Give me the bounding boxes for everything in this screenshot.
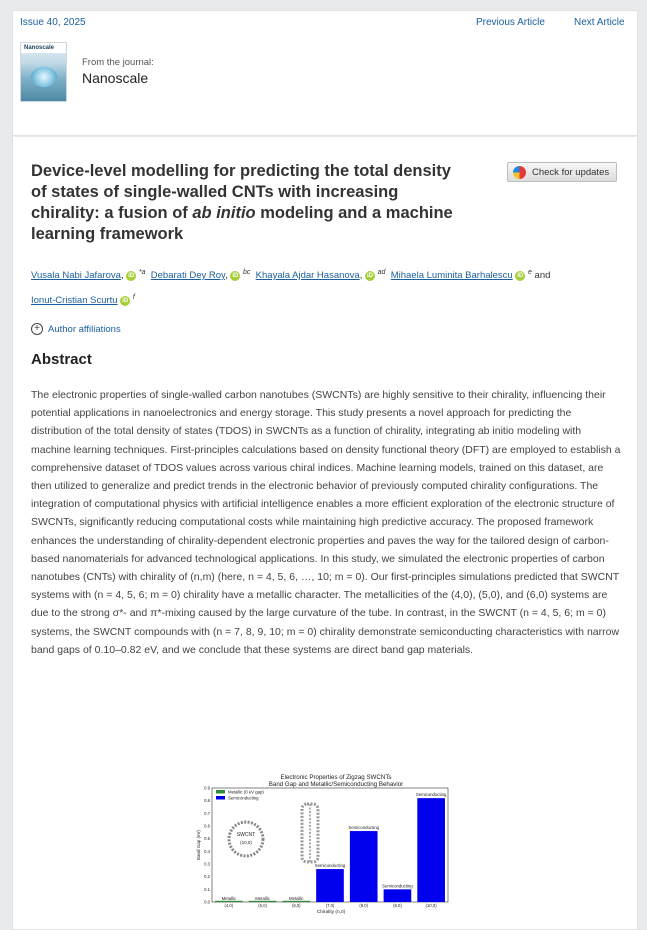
author-affiliation-sup: e (527, 269, 532, 276)
plus-circle-icon: + (31, 323, 43, 335)
inset-label: SWCNT (236, 832, 256, 838)
y-axis-label: Band Gap (eV) (196, 829, 201, 861)
title-part-1: Device-level modelling for predicting the total density of states of single-walled CNTs with increasing chirality: a fusion of (31, 162, 451, 222)
author-list: Vusala Nabi Jafarova, iD $^{*a}$ Debarati Dey Roy, iD $^{bc}$ Khayala Ajdar Hasanova, iD $^{ad}$ Mihaela Luminita Barhalescu iD $^e$ and Ionut-Cristian Scurtu iD $^f$ (31, 269, 551, 307)
cover-title: Nanoscale (21, 43, 66, 53)
bar (417, 798, 445, 902)
article-title (31, 161, 471, 245)
x-tick-label: (7,0) (325, 903, 335, 908)
bar (384, 889, 412, 902)
graphical-abstract-figure[interactable] (196, 772, 451, 920)
author-link[interactable]: Mihaela Luminita Barhalescu (390, 270, 513, 282)
y-tick-label: 0.0 (204, 899, 210, 905)
y-tick-label: 0.2 (204, 874, 210, 880)
author-link[interactable]: Debarati Dey Roy (150, 270, 226, 282)
y-tick-label: 0.7 (204, 810, 210, 816)
author-affiliations-toggle[interactable] (31, 323, 121, 335)
author-link[interactable]: Vusala Nabi Jafarova (31, 270, 121, 282)
chart-title: Electronic Properties of Zigzag SWCNTs (280, 774, 392, 781)
y-tick-label: 0.4 (204, 848, 210, 854)
title-italic: ab initio (192, 204, 256, 222)
abstract-heading: Abstract (31, 351, 92, 368)
check-for-updates-label: Check for updates (532, 166, 610, 178)
bar (316, 869, 344, 902)
legend-swatch (216, 790, 225, 794)
x-tick-label: (10,0) (425, 903, 437, 908)
author-link[interactable]: Ionut-Cristian Scurtu (31, 295, 118, 307)
x-axis-label: Chirality (n,0) (316, 910, 346, 915)
swcnt-ring-illustration (229, 822, 263, 856)
previous-article-link[interactable]: Previous Article (476, 17, 545, 28)
check-for-updates-button[interactable] (507, 162, 617, 182)
y-tick-label: 0.5 (204, 836, 210, 842)
author-affiliations-label: Author affiliations (48, 323, 121, 335)
bar-data-label: Metallic (255, 896, 270, 901)
orcid-icon[interactable]: iD (517, 272, 524, 279)
crossmark-icon (513, 166, 526, 179)
bar-data-label: Semiconducting (415, 792, 447, 798)
title-part-2: modeling and a machine learning framework (31, 204, 453, 243)
chart-subtitle: Band Gap and Metallic/Semiconducting Behavior (268, 781, 404, 788)
abstract-text: The electronic properties of single-walled carbon nanotubes (SWCNTs) are highly sensitive to their chirality, influencing their potential applications in nanoelectronics and energy storage. This study presents a novel approach for predicting the distribution of the total density of states (TDOS) in SWCNTs as a function of chirality, integrating ab initio modeling with machine learning techniques. First-principles calculations based on density functional theory (DFT) are employed to establish a comprehensive dataset of TDOS values across various chiral indices. Machine learning models, trained on this dataset, are then utilized to generalize and predict trends in the electronic behavior of previously computed chirality configurations. The integration of computational physics with artificial intelligence enables a more efficient exploration of the electronic structure of SWCNTs, significantly reducing computational costs while maintaining high predictive accuracy. The proposed framework enhances the understanding of chirality-dependent electronic properties and paves the way for the tailored design of carbon-based nanomaterials for advanced technological applications. In this study, we simulated the electronic properties of carbon nanotubes (CNTs) with chirality of (n,m) (here, n = 4, 5, 6, …, 10; m = 0). Our first-principles simulations predicted that SWCNT systems with (n = 4, 5, 6; m = 0) chirality have a metallic character. The metallicities of the (4,0), (5,0), and (6,0) systems are due to the strong σ*- and π*-mixing caused by the large curvature of the tube. In contrast, in the SWCNT (n = 4, 5, 6; m = 0) systems, the SWCNT compounds with (n = 7, 8, 9, 10; m = 0) chirality demonstrate semiconducting characteristics with narrow band gaps of 0.10–0.82 eV, and we conclude that these systems are direct band gap materials. (31, 389, 621, 656)
cover-art (31, 67, 57, 87)
y-tick-label: 0.9 (204, 785, 210, 791)
orcid-icon[interactable]: iD (367, 272, 373, 279)
journal-cover-image[interactable] (20, 42, 67, 102)
orcid-icon[interactable]: iD (128, 272, 135, 279)
orcid-icon[interactable]: iD (122, 297, 129, 304)
author-affiliation-sup: f (132, 294, 135, 302)
y-tick-label: 0.8 (204, 798, 210, 804)
bar-data-label: Metallic (221, 896, 237, 901)
band-gap-chart (196, 772, 451, 920)
y-tick-label: 0.1 (204, 886, 210, 892)
legend-label: Metallic (0 eV gap) (228, 789, 264, 795)
from-journal-label: From the journal: (82, 57, 154, 68)
author-affiliation-sup: ad (377, 269, 386, 276)
swcnt-tube-illustration (302, 804, 318, 862)
orcid-icon[interactable]: iD (232, 272, 239, 279)
legend-swatch (216, 796, 225, 800)
x-tick-label: (6,0) (291, 903, 301, 908)
bar (350, 831, 378, 902)
legend-label: Semiconducting (228, 795, 259, 801)
bar-data-label: Semiconducting (348, 825, 380, 831)
author-affiliation-sup: *a (138, 269, 146, 276)
x-tick-label: (5,0) (258, 903, 267, 908)
author-affiliation-sup: bc (242, 269, 251, 276)
y-tick-label: 0.6 (204, 823, 210, 829)
x-tick-label: (8,0) (359, 903, 369, 908)
y-tick-label: 0.3 (204, 861, 210, 867)
bar-data-label: Semiconducting (382, 883, 413, 889)
inset-sub: (10,0) (240, 840, 252, 845)
journal-name-link[interactable]: Nanoscale (82, 70, 149, 86)
x-tick-label: (9,0) (393, 903, 402, 908)
bar-data-label: Metallic (288, 896, 304, 901)
bar-data-label: Semiconducting (314, 863, 346, 869)
next-article-link[interactable]: Next Article (574, 17, 625, 28)
x-tick-label: (4,0) (224, 903, 234, 908)
author-link[interactable]: Khayala Ajdar Hasanova (255, 270, 360, 282)
issue-link[interactable]: Issue 40, 2025 (20, 17, 86, 28)
authors-and: and (534, 270, 551, 282)
